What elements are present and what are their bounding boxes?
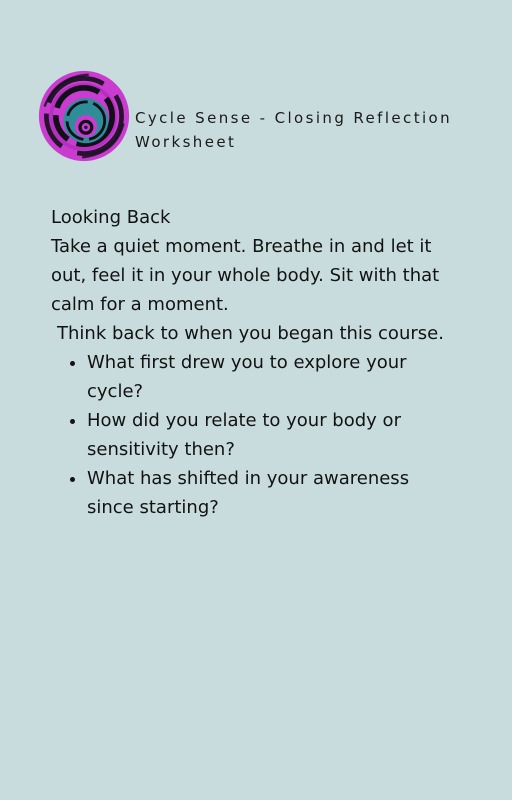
reflection-prompt: Think back to when you began this course. <box>57 323 444 344</box>
reflection-questions <box>51 348 461 522</box>
intro-paragraph: Take a quiet moment. Breathe in and let it out, feel it in your whole body. Sit with that calm for a moment. <box>51 236 440 315</box>
worksheet-title: Cycle Sense - Closing Reflection Worksheet <box>135 109 453 151</box>
list-item: • What has shifted in your awareness since starting? <box>87 464 461 522</box>
worksheet-content <box>51 203 461 522</box>
list-item: • What first drew you to explore your cycle? <box>87 348 461 406</box>
swirl-circle-logo-icon <box>37 69 131 163</box>
list-item: • How did you relate to your body or sensitivity then? <box>87 406 461 464</box>
section-heading: Looking Back <box>51 207 171 228</box>
